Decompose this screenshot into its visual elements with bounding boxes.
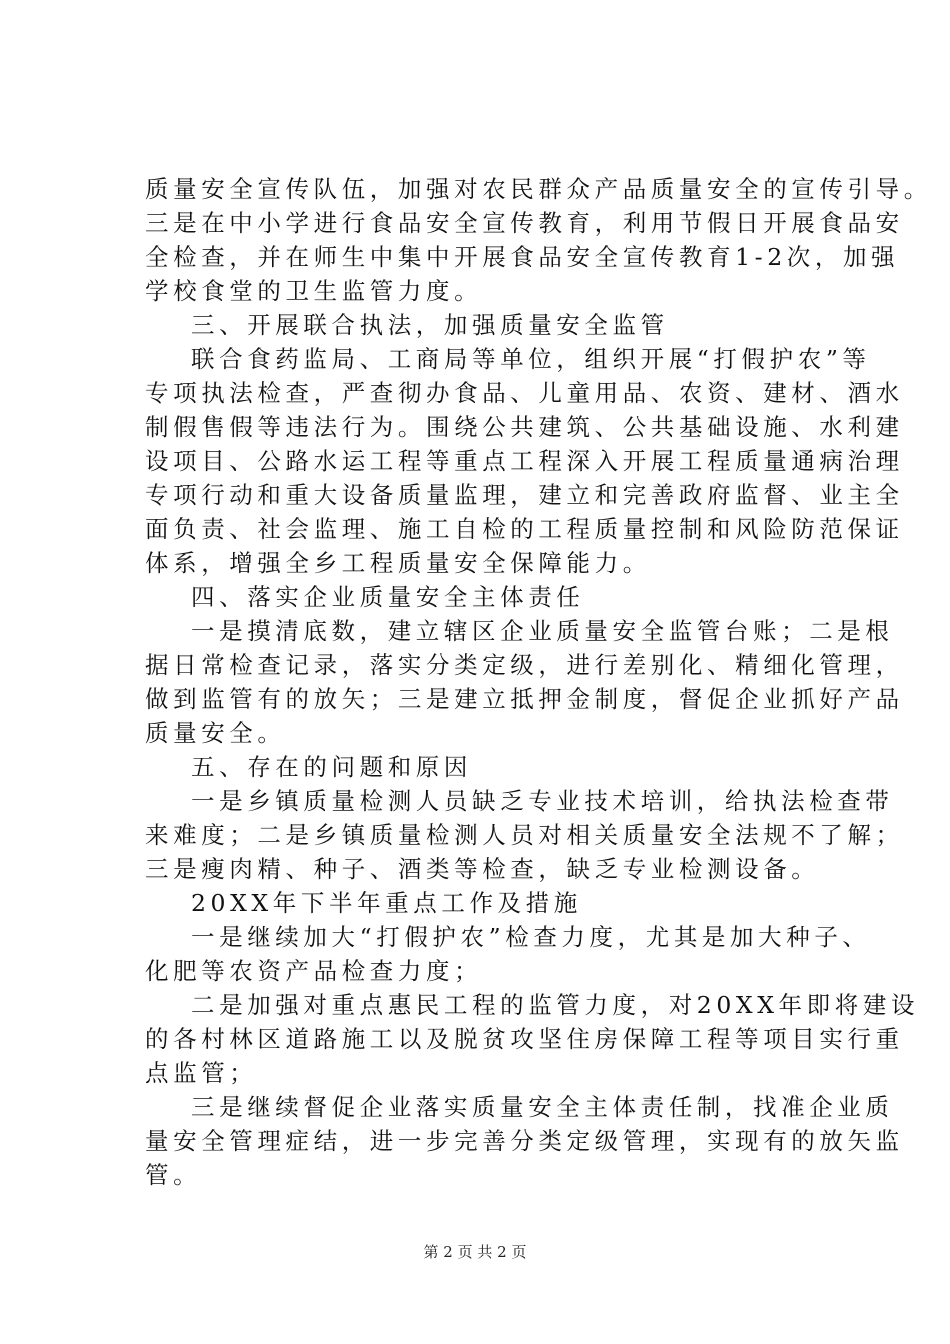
text-line: 体系，增强全乡工程质量安全保障能力。 bbox=[145, 549, 651, 577]
text-line: 点监管； bbox=[145, 1059, 258, 1087]
text-line: 量安全管理症结，进一步完善分类定级管理，实现有的放矢监 bbox=[145, 1127, 904, 1155]
text-line: 管。 bbox=[145, 1161, 202, 1189]
text-line: 一是乡镇质量检测人员缺乏专业技术培训，给执法检查带 bbox=[191, 787, 894, 815]
text-line: 五、存在的问题和原因 bbox=[191, 753, 472, 781]
text-line: 质量安全。 bbox=[145, 719, 286, 747]
text-line: 做到监管有的放矢；三是建立抵押金制度，督促企业抓好产品 bbox=[145, 685, 904, 713]
text-line: 全检查，并在师生中集中开展食品安全宣传教育1-2次，加强 bbox=[145, 243, 900, 271]
text-line: 三是继续督促企业落实质量安全主体责任制，找准企业质 bbox=[191, 1093, 894, 1121]
text-line: 二是加强对重点惠民工程的监管力度，对20XX年即将建设 bbox=[191, 991, 920, 1019]
text-line: 一是继续加大“打假护农”检查力度，尤其是加大种子、 bbox=[191, 923, 871, 951]
text-line: 面负责、社会监理、施工自检的工程质量控制和风险防范保证 bbox=[145, 515, 904, 543]
text-line: 专项行动和重大设备质量监理，建立和完善政府监督、业主全 bbox=[145, 481, 904, 509]
body-text bbox=[145, 172, 932, 1192]
text-line: 三是瘦肉精、种子、酒类等检查，缺乏专业检测设备。 bbox=[145, 855, 820, 883]
text-line: 制假售假等违法行为。围绕公共建筑、公共基础设施、水利建 bbox=[145, 413, 904, 441]
page-footer: 第 2 页 共 2 页 bbox=[423, 1243, 527, 1261]
text-line: 化肥等农资产品检查力度； bbox=[145, 957, 483, 985]
text-line: 质量安全宣传队伍，加强对农民群众产品质量安全的宣传引导。 bbox=[145, 175, 932, 203]
text-line: 的各村林区道路施工以及脱贫攻坚住房保障工程等项目实行重 bbox=[145, 1025, 904, 1053]
text-line: 专项执法检查，严查彻办食品、儿童用品、农资、建材、酒水 bbox=[145, 379, 904, 407]
text-line: 三是在中小学进行食品安全宣传教育，利用节假日开展食品安 bbox=[145, 209, 904, 237]
text-line: 学校食堂的卫生监管力度。 bbox=[145, 277, 483, 305]
text-line: 三、开展联合执法，加强质量安全监管 bbox=[191, 311, 669, 339]
text-line: 据日常检查记录，落实分类定级，进行差别化、精细化管理， bbox=[145, 651, 904, 679]
text-line: 四、落实企业质量安全主体责任 bbox=[191, 583, 585, 611]
text-line: 20XX年下半年重点工作及措施 bbox=[191, 889, 582, 917]
text-line: 联合食药监局、工商局等单位，组织开展“打假护农”等 bbox=[191, 345, 871, 373]
text-line: 来难度；二是乡镇质量检测人员对相关质量安全法规不了解； bbox=[145, 821, 904, 849]
text-line: 设项目、公路水运工程等重点工程深入开展工程质量通病治理 bbox=[145, 447, 904, 475]
text-line: 一是摸清底数，建立辖区企业质量安全监管台账；二是根 bbox=[191, 617, 894, 645]
